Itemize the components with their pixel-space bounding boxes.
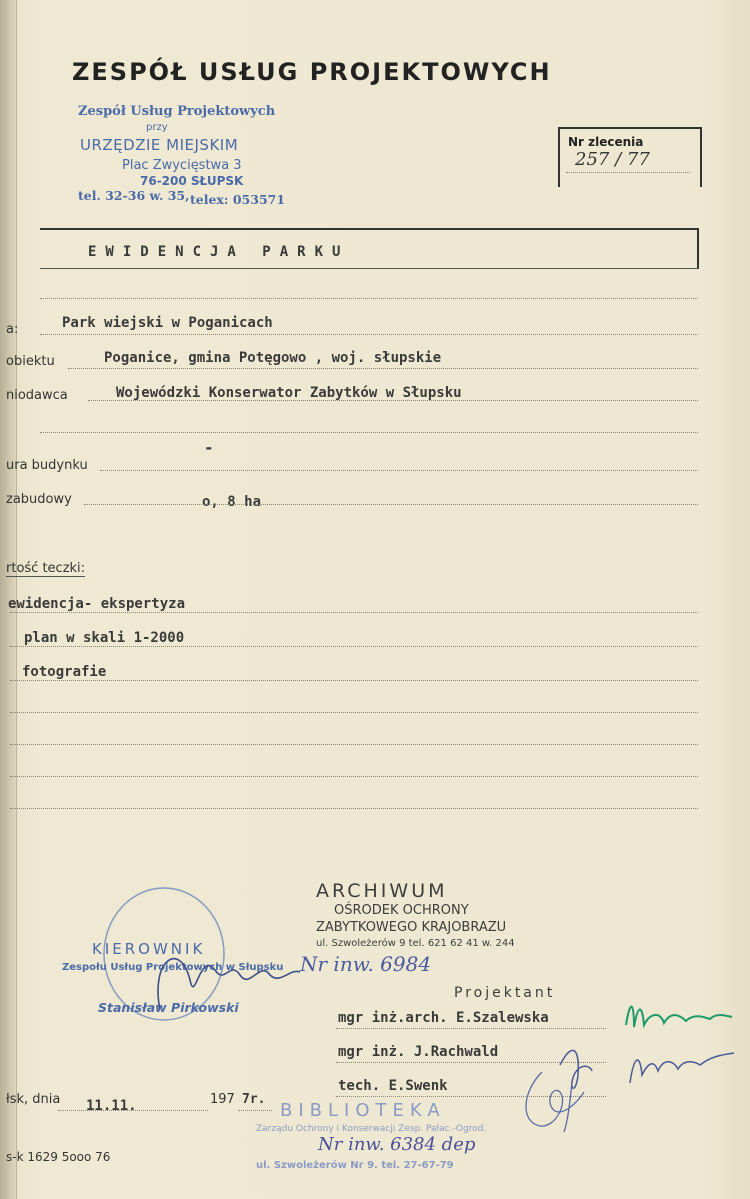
object-name-value: Park wiejski w Poganicach	[62, 315, 273, 331]
director-title: KIEROWNIK	[92, 940, 206, 958]
director-signature	[120, 920, 310, 1030]
client-value: Wojewódzki Konserwator Zabytków w Słupsku	[116, 385, 462, 401]
contents-item: fotografie	[22, 664, 107, 680]
dotted-line	[238, 1110, 272, 1111]
stamp-line: URZĘDZIE MIEJSKIM	[80, 136, 239, 154]
library-title: BIBLIOTEKA	[280, 1100, 446, 1121]
contents-item: plan w skali 1-2000	[24, 630, 185, 646]
built-area-value: o, 8 ha	[202, 494, 262, 510]
dotted-line	[10, 712, 698, 713]
location-label: obiektu	[6, 354, 55, 369]
dotted-line	[10, 646, 698, 647]
archive-title: ARCHIWUM	[316, 880, 448, 902]
dotted-line	[84, 504, 698, 505]
signature-initials	[512, 1062, 602, 1142]
client-label: niodawca	[6, 388, 68, 403]
name-label: a:	[6, 322, 19, 337]
date-year-suffix: 7r.	[242, 1092, 266, 1107]
date-day: 11.11.	[86, 1098, 137, 1114]
dotted-line	[10, 776, 698, 777]
archive-line: ul. Szwoleżerów 9 tel. 621 62 41 w. 244	[316, 938, 515, 949]
library-inventory-note: Nr inw. 6384 dep	[318, 1134, 476, 1155]
stamp-line: telex: 053571	[190, 192, 286, 207]
dotted-line	[58, 1110, 208, 1111]
dotted-line	[10, 744, 698, 745]
designer-name: tech. E.Swenk	[338, 1078, 448, 1094]
document-title: EWIDENCJA PARKU	[88, 244, 350, 260]
dotted-line	[40, 298, 698, 299]
order-number-label: Nr zlecenia	[568, 135, 644, 149]
date-year-prefix: 197	[210, 1092, 235, 1107]
contents-item: ewidencja- ekspertyza	[8, 596, 186, 612]
built-area-label: zabudowy	[6, 492, 72, 507]
dotted-line	[40, 432, 698, 433]
signature-green	[620, 995, 740, 1040]
dotted-line	[40, 334, 698, 335]
stamp-line: Zespół Usług Projektowych	[78, 104, 276, 119]
designer-label: Projektant	[454, 985, 556, 1001]
director-line: Zespołu Usług Projektowych w Słupsku	[62, 962, 284, 973]
date-label: łsk, dnia	[6, 1092, 61, 1107]
library-line: Zarządu Ochrony i Konserwacji Zesp. Pałac.-Ogrod.	[256, 1124, 487, 1134]
contents-label: rtość teczki:	[6, 561, 86, 576]
stamp-line: przy	[146, 122, 168, 133]
director-name: Stanisław Pirkowski	[98, 1000, 239, 1015]
inventory-note: Nr inw. 6984	[300, 952, 432, 976]
organization-title: ZESPÓŁ USŁUG PROJEKTOWYCH	[72, 58, 552, 86]
dotted-line	[100, 470, 698, 471]
dotted-line	[336, 1028, 606, 1029]
building-volume-label: ura budynku	[6, 458, 88, 473]
dotted-line	[10, 808, 698, 809]
dash-value: -	[204, 438, 214, 457]
stamp-line: tel. 32-36 w. 35,	[78, 188, 190, 203]
designer-name: mgr inż. J.Rachwald	[338, 1044, 499, 1060]
archive-line: OŚRODEK OCHRONY	[334, 903, 469, 918]
dotted-line	[10, 612, 698, 613]
archive-line: ZABYTKOWEGO KRAJOBRAZU	[316, 920, 507, 935]
object-location-value: Poganice, gmina Potęgowo , woj. słupskie	[104, 350, 442, 366]
library-line: ul. Szwoleżerów Nr 9. tel. 27-67-79	[256, 1160, 454, 1171]
dotted-line	[88, 400, 698, 401]
dotted-line	[10, 680, 698, 681]
order-number-value: 257 / 77	[575, 149, 650, 170]
form-code: s-k 1629 5ooo 76	[6, 1150, 111, 1164]
stamp-line: 76-200 SŁUPSK	[140, 174, 244, 188]
designer-name: mgr inż.arch. E.Szalewska	[338, 1010, 549, 1026]
stamp-line: Plac Zwycięstwa 3	[122, 158, 242, 173]
dotted-line	[566, 172, 690, 173]
dotted-line	[68, 368, 698, 369]
